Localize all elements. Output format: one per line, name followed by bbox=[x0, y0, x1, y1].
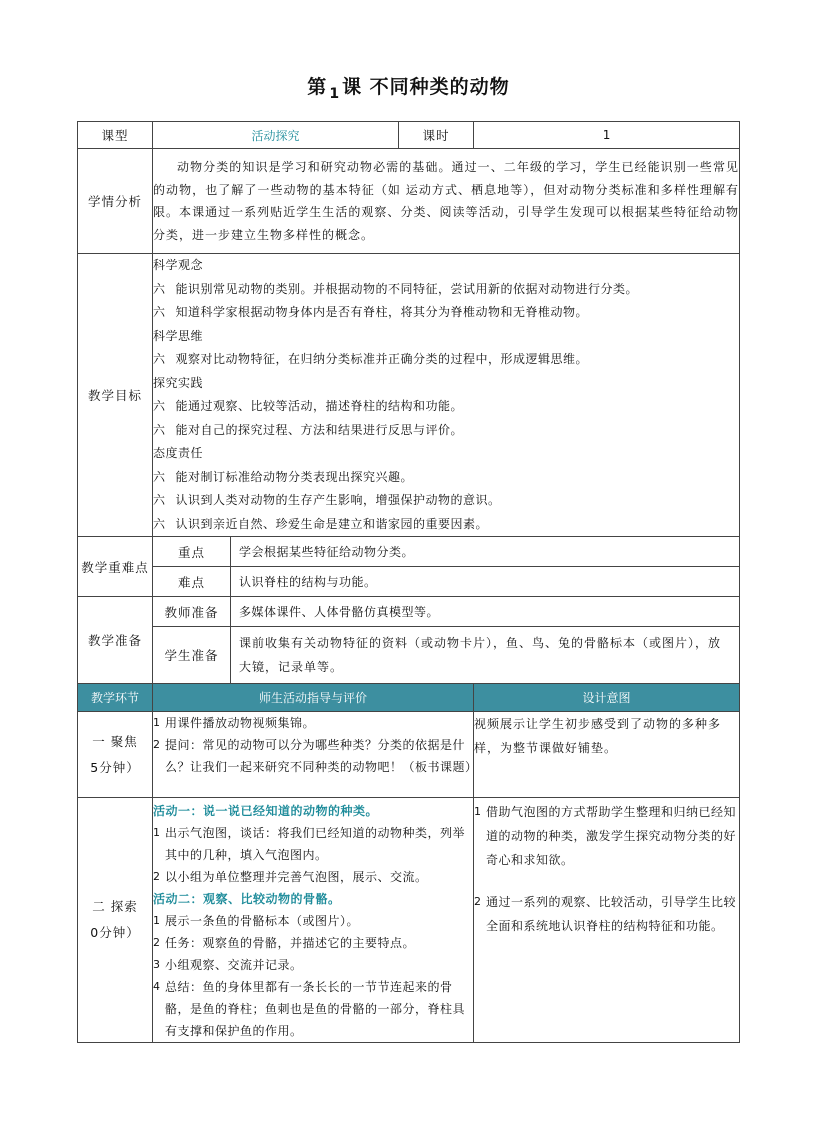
header-stage: 教学环节 bbox=[78, 684, 153, 712]
goal-item: 六 知道科学家根据动物身体内是否有脊柱，将其分为脊椎动物和无脊椎动物。 bbox=[153, 305, 589, 319]
bullet-icon: 六 bbox=[153, 516, 166, 531]
bullet-icon: 六 bbox=[153, 352, 166, 366]
stage1-activity bbox=[153, 712, 478, 798]
title-prefix: 第 bbox=[307, 76, 328, 98]
teacher-prep-row bbox=[78, 597, 740, 627]
teacher-prep-label: 教师准备 bbox=[153, 597, 231, 627]
goal-heading: 科学观念 bbox=[153, 258, 204, 272]
header-design: 设计意图 bbox=[474, 684, 740, 712]
bullet-icon: 六 bbox=[153, 469, 166, 484]
list-item: 2 提问：常见的动物可以分为哪些种类？分类的依据是什么？让我们一起来研究不同种类的动物吧！（板书课题） bbox=[153, 738, 478, 774]
stage1-row bbox=[78, 712, 740, 798]
list-item: 1 借助气泡图的方式帮助学生整理和归纳已经知道的动物的种类，激发学生探究动物分类的好奇心和求知欲。 bbox=[474, 805, 737, 867]
page-title bbox=[0, 72, 817, 102]
focus-label: 重点 bbox=[153, 537, 231, 567]
goal-heading: 科学思维 bbox=[153, 328, 204, 343]
goal-item: 六 能识别常见动物的类别。并根据动物的不同特征，尝试用新的依据对动物进行分类。 bbox=[153, 281, 639, 296]
focus-row bbox=[78, 537, 740, 567]
stage1-name bbox=[78, 712, 153, 798]
list-item: 2 以小组为单位整理并完善气泡图，展示、交流。 bbox=[153, 870, 428, 884]
teacher-prep-text: 多媒体课件、人体骨骼仿真模型等。 bbox=[231, 597, 740, 627]
goal-heading: 探究实践 bbox=[153, 375, 204, 390]
stage2-activity bbox=[153, 798, 474, 1043]
difficulty-row bbox=[78, 567, 740, 597]
info-row bbox=[78, 122, 740, 149]
stage1-name-line2: 5分钟） bbox=[90, 759, 140, 775]
lesson-plan-table bbox=[77, 121, 740, 1043]
list-item: 1 出示气泡图，谈话：将我们已经知道的动物种类，列举其中的几种，填入气泡图内。 bbox=[153, 826, 466, 862]
analysis-row bbox=[78, 149, 740, 254]
goal-item: 六 能对自己的探究过程、方法和结果进行反思与评价。 bbox=[153, 422, 464, 437]
type-value: 活动探究 bbox=[153, 122, 399, 149]
goals-label: 教学目标 bbox=[78, 254, 153, 537]
stage2-name-line2: 0分钟） bbox=[90, 925, 140, 940]
list-item: 2 任务：观察鱼的骨骼，并描述它的主要特点。 bbox=[153, 936, 416, 950]
goal-heading: 态度责任 bbox=[153, 446, 204, 460]
difficulty-text: 认识脊柱的结构与功能。 bbox=[231, 567, 740, 597]
bullet-icon: 六 bbox=[153, 305, 166, 319]
keypoints-label: 教学重难点 bbox=[78, 537, 153, 597]
process-header-row bbox=[78, 684, 740, 712]
activity2-title: 活动二：观察、比较动物的骨骼。 bbox=[153, 892, 341, 906]
goals-content bbox=[153, 254, 740, 537]
prep-label: 教学准备 bbox=[78, 597, 153, 684]
list-item: 3 小组观察、交流并记录。 bbox=[153, 958, 303, 972]
stage2-name bbox=[78, 798, 153, 1043]
stage2-name-line1: 二 探索 bbox=[92, 899, 138, 914]
hours-value: 1 bbox=[474, 122, 740, 149]
analysis-text: 动物分类的知识是学习和研究动物必需的基础。通过一、二年级的学习，学生已经能识别一些常见的动物，也了解了一些动物的基本特征（如 运动方式、栖息地等），但对动物分类标准和多样性理解有限。本课通过一系列贴近学生生活的观察、分类、阅读等活动，引导学生发现可以根据某些特征给动物分类，进一步建立生物多样性的概念。 bbox=[153, 149, 740, 254]
analysis-label: 学情分析 bbox=[78, 149, 153, 254]
list-item: 1 用课件播放动物视频集锦。 bbox=[153, 716, 316, 730]
bullet-icon: 六 bbox=[153, 493, 166, 507]
student-prep-row bbox=[78, 627, 740, 684]
header-activity: 师生活动指导与评价 bbox=[153, 684, 474, 712]
hours-label: 课时 bbox=[399, 122, 474, 149]
goal-item: 六 观察对比动物特征，在归纳分类标准并正确分类的过程中，形成逻辑思维。 bbox=[153, 352, 589, 366]
goal-item: 六 认识到人类对动物的生存产生影响，增强保护动物的意识。 bbox=[153, 493, 501, 507]
list-item: 1 展示一条鱼的骨骼标本（或图片）。 bbox=[153, 914, 360, 928]
student-prep-text: 课前收集有关动物特征的资料（或动物卡片），鱼、鸟、兔的骨骼标本（或图片），放大镜，记录单等。 bbox=[231, 627, 740, 684]
title-text: 课 不同种类的动物 bbox=[342, 76, 510, 98]
goal-item: 六 能通过观察、比较等活动，描述脊柱的结构和功能。 bbox=[153, 399, 464, 413]
type-label: 课型 bbox=[78, 122, 153, 149]
activity1-title: 活动一：说一说已经知道的动物的种类。 bbox=[153, 804, 379, 818]
difficulty-label: 难点 bbox=[153, 567, 231, 597]
title-lesson-number: 1 bbox=[329, 86, 341, 102]
list-item: 2 通过一系列的观察、比较活动，引导学生比较全面和系统地认识脊柱的结构特征和功能。 bbox=[474, 895, 737, 933]
bullet-icon: 六 bbox=[153, 422, 166, 437]
focus-text: 学会根据某些特征给动物分类。 bbox=[231, 537, 740, 567]
bullet-icon: 六 bbox=[153, 399, 166, 413]
list-item: 4 总结：鱼的身体里都有一条长长的一节节连起来的骨骼，是鱼的脊柱；鱼刺也是鱼的骨骼的一部分，脊柱具有支撑和保护鱼的作用。 bbox=[153, 980, 466, 1038]
goals-row bbox=[78, 254, 740, 537]
stage1-name-line1: 一 聚焦 bbox=[92, 733, 138, 749]
student-prep-label: 学生准备 bbox=[153, 627, 231, 684]
stage2-row bbox=[78, 798, 740, 1043]
stage2-design bbox=[474, 798, 740, 1043]
goal-item: 六 能对制订标准给动物分类表现出探究兴趣。 bbox=[153, 469, 414, 484]
bullet-icon: 六 bbox=[153, 281, 166, 296]
goal-item: 六 认识到亲近自然、珍爱生命是建立和谐家园的重要因素。 bbox=[153, 516, 489, 531]
stage1-design: 视频展示让学生初步感受到了动物的多种多样，为整节课做好铺垫。 bbox=[474, 712, 740, 798]
